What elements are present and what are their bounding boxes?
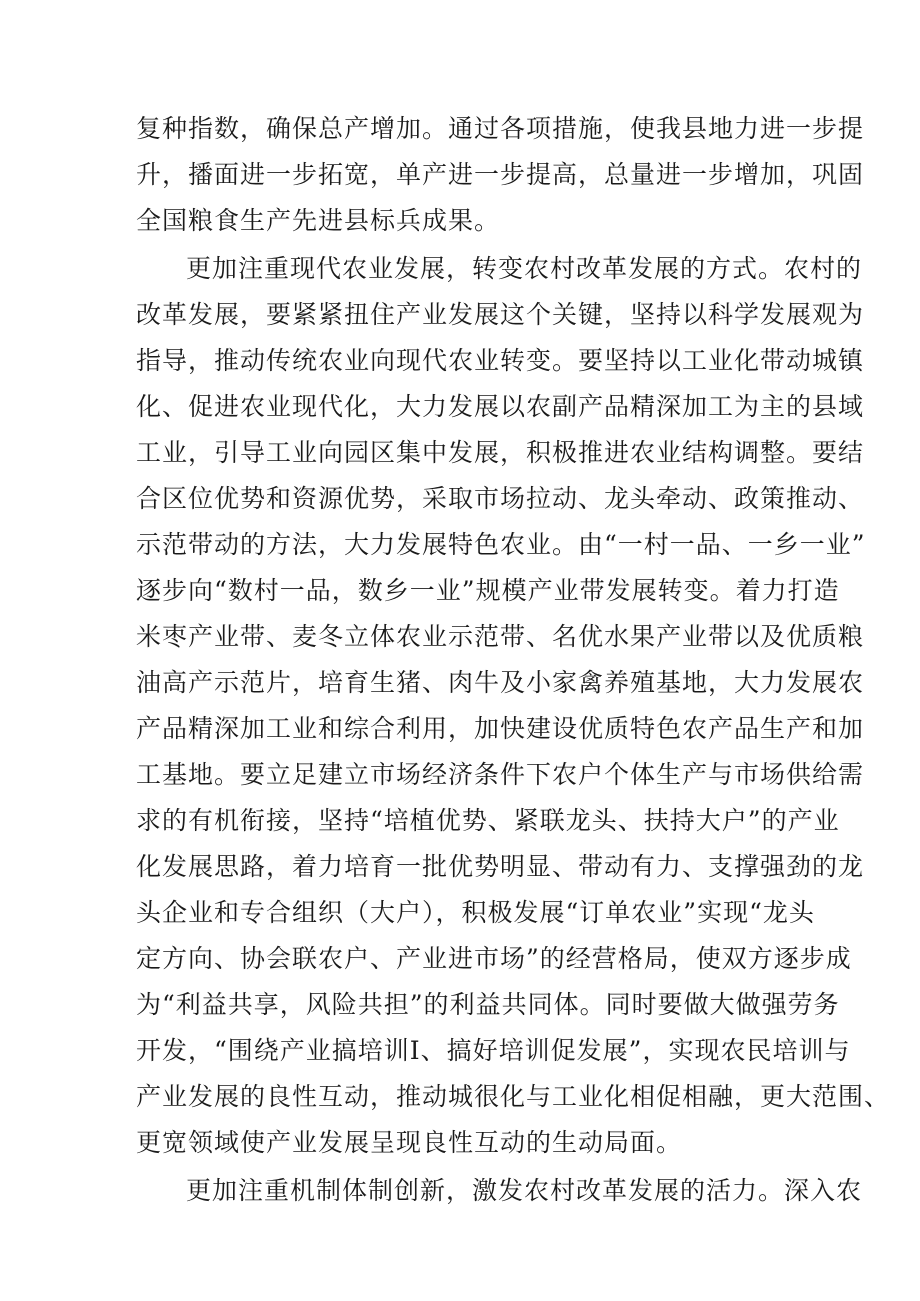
document-body: [136, 106, 891, 1214]
text-line: 米枣产业带、麦冬立体农业示范带、名优水果产业带以及优质粮: [136, 622, 865, 651]
text-line: 合区位优势和资源优势，采取市场拉动、龙头牵动、政策推动、: [136, 484, 865, 513]
text-line: 工业，引导工业向园区集中发展，积极推进农业结构调整。要结: [136, 438, 865, 467]
text-line: 改革发展，要紧紧扭住产业发展这个关键，坚持以科学发展观为: [136, 300, 865, 329]
text-line: 更加注重现代农业发展，转变农村改革发展的方式。农村的: [186, 254, 863, 283]
text-line: 指导，推动传统农业向现代农业转变。要坚持以工业化带动城镇: [136, 346, 865, 375]
paragraph-2: [136, 246, 891, 1166]
text-line: 化、促进农业现代化，大力发展以农副产品精深加工为主的县域: [136, 392, 865, 421]
text-line: 为“利益共享，风险共担”的利益共同体。同时要做大做强劳务: [136, 990, 840, 1019]
text-line: 产品精深加工业和综合利用，加快建设优质特色农产品生产和加: [136, 714, 865, 743]
text-line: 头企业和专合组织（大户），积极发展“订单农业”实现“龙头: [136, 898, 815, 927]
text-line: 化发展思路，着力培育一批优势明显、带动有力、支撑强劲的龙: [136, 852, 865, 881]
text-line: 更宽领域使产业发展呈现良性互动的生动局面。: [136, 1128, 683, 1157]
text-line: 逐步向“数村一品，数乡一业”规模产业带发展转变。着力打造: [136, 576, 840, 605]
text-line: 开发，“围绕产业搞培训I、搞好培训促发展”，实现农民培训与: [136, 1036, 851, 1065]
text-line: 工基地。要立足建立市场经济条件下农户个体生产与市场供给需: [136, 760, 865, 789]
text-line: 油高产示范片，培育生猪、肉牛及小家禽养殖基地，大力发展农: [136, 668, 865, 697]
text-line: 求的有机衔接，坚持“培植优势、紧联龙头、扶持大户”的产业: [136, 806, 840, 835]
paragraph-3: [136, 1168, 863, 1214]
text-line: 产业发展的良性互动，推动城很化与工业化相促相融，更大范围、: [136, 1082, 891, 1111]
text-line: 复种指数，确保总产增加。通过各项措施，使我县地力进一步提: [136, 114, 865, 143]
text-line: 升，播面进一步拓宽，单产进一步提高，总量进一步增加，巩固: [136, 160, 865, 189]
paragraph-1: [136, 106, 865, 244]
text-line: 定方向、协会联农户、产业进市场”的经营格局，使双方逐步成: [136, 944, 852, 973]
text-line: 更加注重机制体制创新，激发农村改革发展的活力。深入农: [186, 1176, 863, 1205]
text-line: 全国粮食生产先进县标兵成果。: [136, 206, 501, 235]
text-line: 示范带动的方法，大力发展特色农业。由“一村一品、一乡一业”: [136, 530, 866, 559]
